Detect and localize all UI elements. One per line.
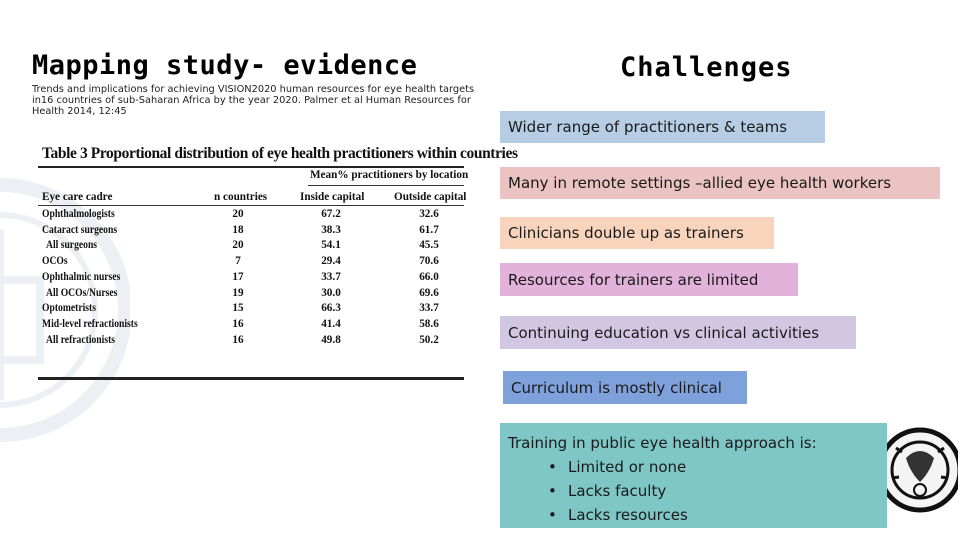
column-header-cadre: Eye care cadre (42, 191, 113, 203)
table-cell-outside: 45.5 (419, 239, 439, 252)
table-row (38, 318, 464, 334)
table-cell-n: 16 (232, 317, 244, 330)
table-cell-outside: 70.6 (419, 255, 439, 268)
challenge-text-3: Clinicians double up as trainers (508, 224, 744, 242)
challenge-box-6 (503, 371, 747, 404)
table-cell-outside: 69.6 (419, 286, 439, 299)
citation-text: Trends and implications for achieving VISION2020 human resources for eye health targets in16 countries of sub-Saharan Africa by the year 2020. Palmer et al Human Resources for Health 2014, 12:45 (32, 84, 475, 117)
column-header-outside: Outside capital (394, 191, 467, 203)
table-cell-inside: 41.4 (321, 317, 341, 330)
table-cell-inside: 29.4 (321, 255, 341, 268)
challenge-box-1 (500, 111, 825, 143)
table-cell-n: 7 (235, 255, 241, 268)
table-cell-n: 17 (232, 270, 244, 283)
challenge-text-2: Many in remote settings –allied eye health workers (508, 174, 892, 192)
table-cell-cadre: All surgeons (46, 239, 98, 252)
table-cell-cadre: Ophthalmic nurses (42, 270, 121, 283)
table-cell-outside: 33.7 (419, 302, 439, 315)
university-seal-icon (878, 418, 958, 518)
table-subrule (308, 185, 464, 186)
table-cell-n: 20 (232, 239, 244, 252)
table-cell-n: 18 (232, 223, 244, 236)
challenge-text-4: Resources for trainers are limited (508, 270, 759, 289)
table-cell-n: 19 (232, 286, 244, 299)
table-cell-cadre: OCOs (42, 255, 68, 268)
table-row (38, 224, 464, 240)
training-heading: Training in public eye health approach is: (508, 434, 817, 452)
table-cell-cadre: Ophthalmologists (42, 208, 115, 220)
table-header-rule (38, 205, 464, 206)
table-cell-cadre: Mid-level refractionists (42, 317, 138, 330)
training-box (500, 423, 887, 528)
table-rule-bottom (38, 377, 464, 380)
table-row (38, 239, 464, 255)
challenge-text-1: Wider range of practitioners & teams (508, 118, 788, 136)
table-cell-n: 15 (232, 302, 244, 315)
table-cell-outside: 58.6 (419, 317, 439, 330)
table-row (38, 271, 464, 287)
distribution-table (38, 145, 518, 381)
challenge-box-2 (500, 167, 940, 199)
table-cell-inside: 49.8 (321, 333, 341, 346)
table-row (38, 334, 464, 350)
challenges-title: Challenges (620, 52, 793, 83)
table-caption: Table 3 Proportional distribution of eye health practitioners within countries (42, 145, 518, 162)
table-cell-inside: 38.3 (321, 223, 341, 236)
table-cell-inside: 30.0 (321, 286, 341, 299)
table-cell-cadre: Optometrists (42, 302, 96, 315)
table-cell-inside: 54.1 (321, 239, 341, 252)
table-rule-top (38, 166, 464, 168)
table-cell-inside: 67.2 (321, 208, 341, 220)
training-bullet-1: • Limited or none (548, 455, 879, 479)
table-cell-inside: 33.7 (321, 270, 341, 283)
table-cell-inside: 66.3 (321, 302, 341, 315)
training-bullet-3: • Lacks resources (548, 503, 879, 527)
table-row (38, 302, 464, 318)
challenge-text-6: Curriculum is mostly clinical (511, 378, 722, 397)
challenge-box-5 (500, 316, 856, 349)
table-row (38, 208, 464, 224)
column-header-inside: Inside capital (300, 191, 365, 203)
column-header-n: n countries (214, 191, 268, 203)
table-cell-cadre: All OCOs/Nurses (46, 286, 118, 299)
table-cell-outside: 32.6 (419, 208, 439, 220)
challenge-box-4 (500, 263, 798, 296)
mapping-study-title: Mapping study- evidence (32, 50, 418, 81)
challenge-box-3 (500, 217, 774, 249)
training-bullet-list (508, 455, 879, 527)
table-row (38, 287, 464, 303)
table-cell-cadre: All refractionists (46, 333, 116, 346)
table-cell-outside: 50.2 (419, 333, 439, 346)
challenge-text-5: Continuing education vs clinical activities (508, 323, 820, 342)
table-row (38, 255, 464, 271)
table-cell-cadre: Cataract surgeons (42, 223, 118, 236)
table-group-header: Mean% practitioners by location (310, 169, 469, 181)
table-cell-outside: 61.7 (419, 223, 439, 236)
table-cell-n: 16 (232, 333, 244, 346)
training-bullet-2: • Lacks faculty (548, 479, 879, 503)
table-cell-outside: 66.0 (419, 270, 439, 283)
table-cell-n: 20 (232, 208, 244, 220)
